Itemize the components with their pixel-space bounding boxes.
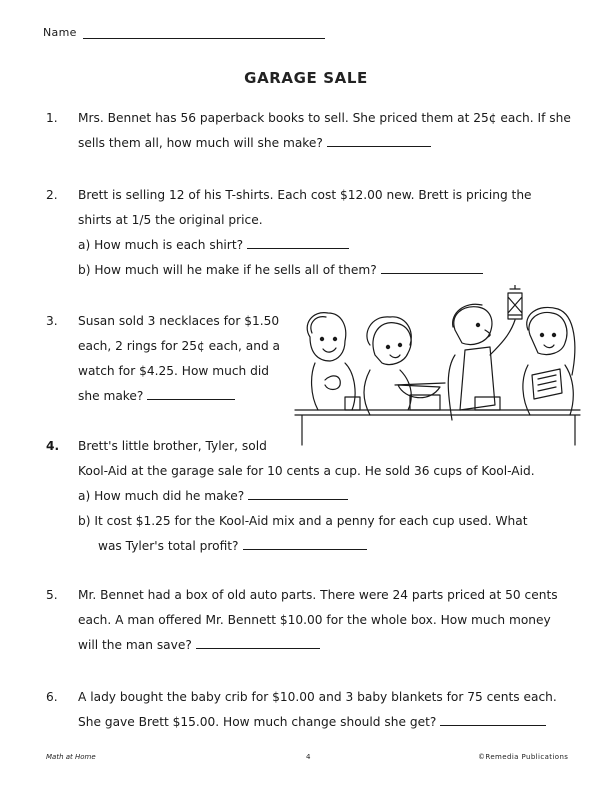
question-text-line: shirts at 1/5 the original price. xyxy=(78,213,263,227)
part-text: How much is each shirt? xyxy=(94,238,244,252)
question-part-b xyxy=(78,258,483,283)
question-text-line: each, 2 rings for 25¢ each, and a xyxy=(78,339,281,353)
answer-blank[interactable] xyxy=(247,234,349,249)
question-text-line: Brett is selling 12 of his T-shirts. Each cost $12.00 new. Brett is pricing the xyxy=(78,188,532,202)
part-label: a) xyxy=(78,489,91,503)
question-text-line: A lady bought the baby crib for $10.00 and 3 baby blankets for 75 cents each. xyxy=(78,690,557,704)
answer-blank[interactable] xyxy=(147,385,235,400)
name-field-row xyxy=(43,26,325,39)
footer-page-number: 4 xyxy=(306,753,311,761)
question-number: 2. xyxy=(46,188,58,202)
question-text-line: she make? xyxy=(78,389,144,403)
question-part-a xyxy=(78,484,348,509)
question-text-line: Susan sold 3 necklaces for $1.50 xyxy=(78,314,280,328)
question-text-line: Kool-Aid at the garage sale for 10 cents a cup. He sold 36 cups of Kool-Aid. xyxy=(78,464,535,478)
answer-blank[interactable] xyxy=(196,634,320,649)
question-number: 6. xyxy=(46,690,58,704)
part-text: How much did he make? xyxy=(94,489,245,503)
page-title: GARAGE SALE xyxy=(244,69,368,87)
question-text-line: Mr. Bennet had a box of old auto parts. There were 24 parts priced at 50 cents xyxy=(78,588,558,602)
part-text: It cost $1.25 for the Kool-Aid mix and a penny for each cup used. What xyxy=(94,514,528,528)
footer-book-title: Math at Home xyxy=(46,753,96,761)
part-text-continuation: was Tyler's total profit? xyxy=(98,539,239,553)
part-label: b) xyxy=(78,514,91,528)
name-input-line[interactable] xyxy=(83,26,325,39)
question-text-line: each. A man offered Mr. Bennett $10.00 for the whole box. How much money xyxy=(78,613,551,627)
question-text-line: sells them all, how much will she make? xyxy=(78,136,323,150)
question-part-b xyxy=(78,509,527,534)
question-number: 4. xyxy=(46,439,60,453)
question-text-line: She gave Brett $15.00. How much change should she get? xyxy=(78,715,437,729)
answer-blank[interactable] xyxy=(440,711,546,726)
name-label: Name xyxy=(43,26,77,39)
answer-blank[interactable] xyxy=(327,132,431,147)
question-number: 3. xyxy=(46,314,58,328)
question-number: 5. xyxy=(46,588,58,602)
answer-blank[interactable] xyxy=(243,535,367,550)
answer-blank[interactable] xyxy=(248,485,348,500)
part-label: a) xyxy=(78,238,91,252)
question-text-line: will the man save? xyxy=(78,638,192,652)
garage-sale-illustration xyxy=(290,285,585,450)
footer-copyright: ©Remedia Publications xyxy=(478,753,569,761)
answer-blank[interactable] xyxy=(381,259,483,274)
question-text-line: Mrs. Bennet has 56 paperback books to sell. She priced them at 25¢ each. If she xyxy=(78,111,571,125)
question-part-a xyxy=(78,233,349,258)
question-text-line: Brett's little brother, Tyler, sold xyxy=(78,439,267,453)
part-label: b) xyxy=(78,263,91,277)
part-text: How much will he make if he sells all of them? xyxy=(94,263,377,277)
question-text-line: watch for $4.25. How much did xyxy=(78,364,270,378)
question-number: 1. xyxy=(46,111,58,125)
